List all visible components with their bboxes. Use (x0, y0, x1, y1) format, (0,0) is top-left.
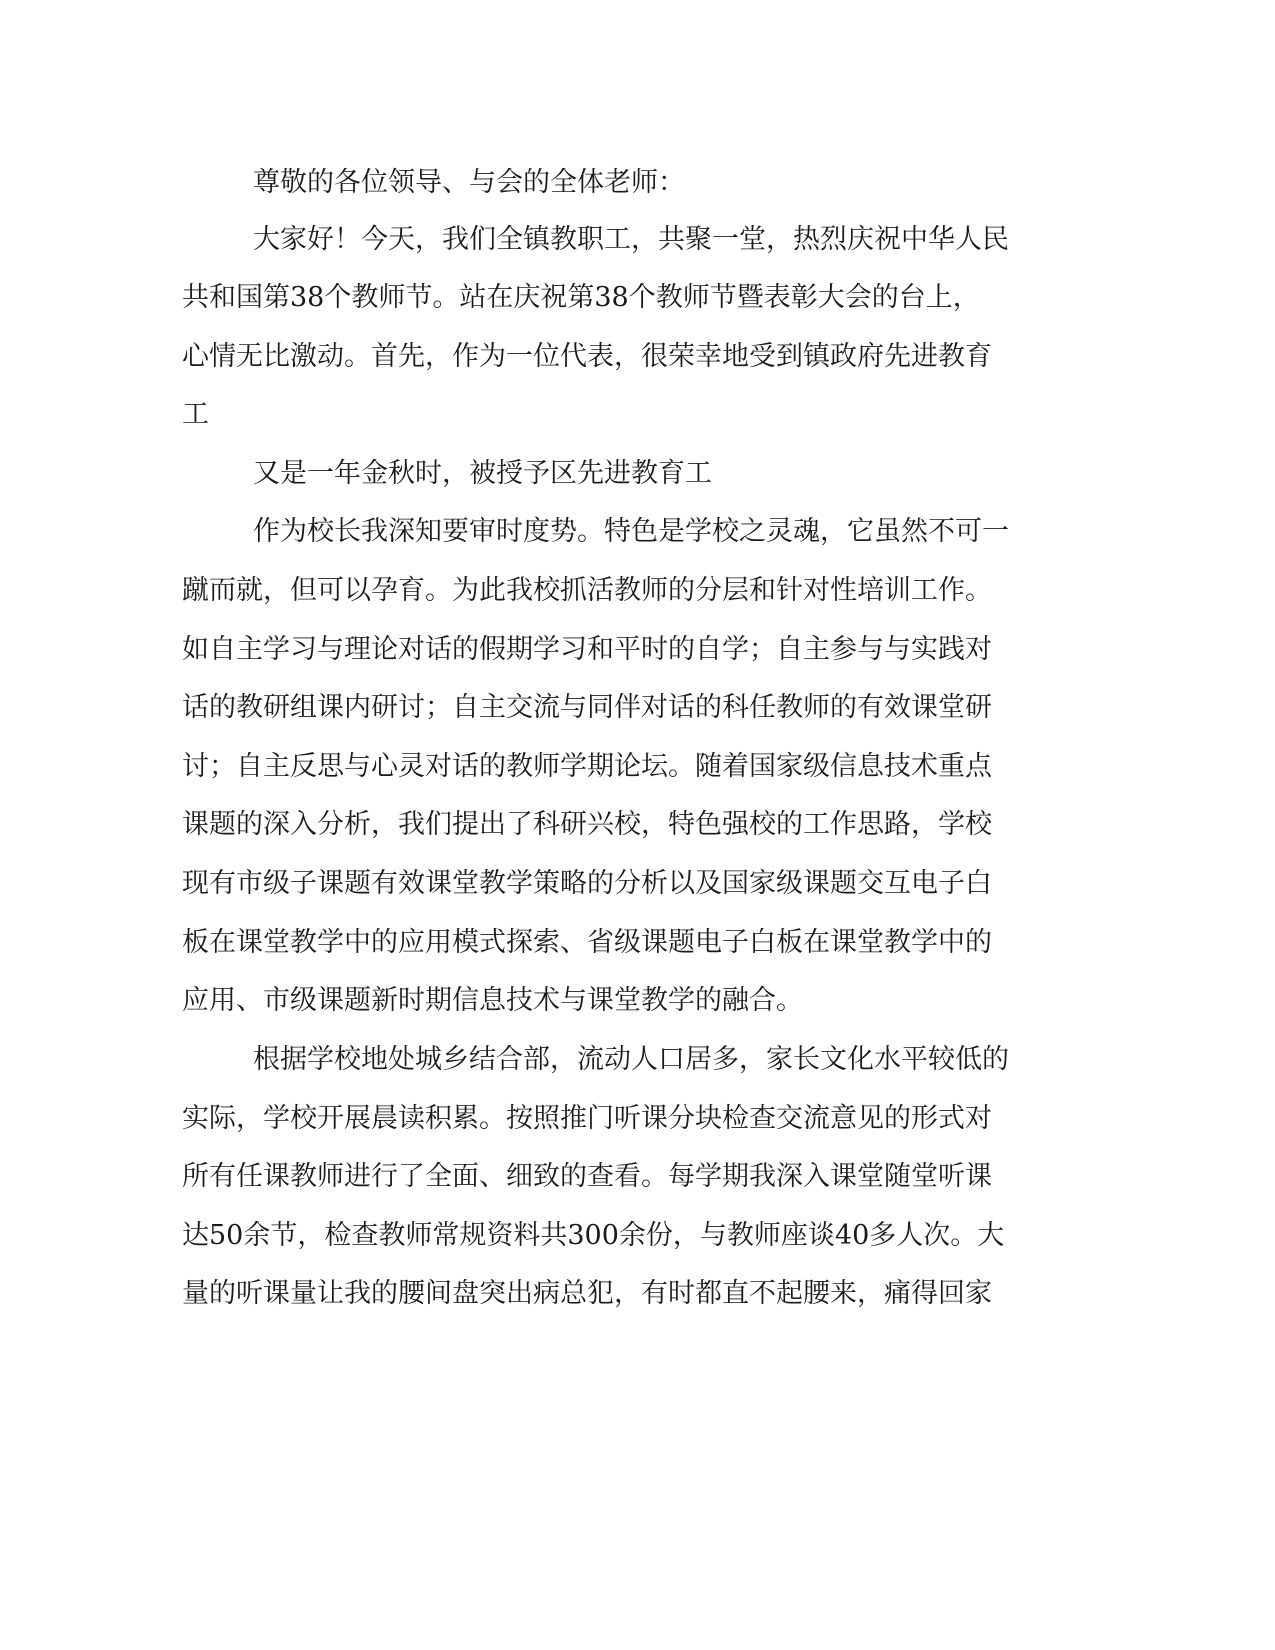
paragraph-3-line-9: 应用、市级课题新时期信息技术与课堂教学的融合。 (182, 985, 803, 1016)
paragraph-3-line-7: 现有市级子课题有效课堂教学策略的分析以及国家级课题交互电子白 (182, 868, 992, 899)
paragraph-3-line-5: 讨；自主反思与心灵对话的教师学期论坛。随着国家级信息技术重点 (182, 751, 992, 782)
paragraph-1-line-1: 大家好！今天，我们全镇教职工，共聚一堂，热烈庆祝中华人民 (253, 224, 1009, 255)
paragraph-3-line-4: 话的教研组课内研讨；自主交流与同伴对话的科任教师的有效课堂研 (182, 692, 992, 723)
paragraph-4-line-1: 根据学校地处城乡结合部，流动人口居多，家长文化水平较低的 (253, 1044, 1009, 1075)
paragraph-1-line-4: 工 (182, 399, 209, 430)
paragraph-2-line-1: 又是一年金秋时，被授予区先进教育工 (253, 458, 712, 489)
paragraph-4-line-5: 量的听课量让我的腰间盘突出病总犯，有时都直不起腰来，痛得回家 (182, 1278, 992, 1309)
paragraph-3-line-1: 作为校长我深知要审时度势。特色是学校之灵魂，它虽然不可一 (253, 516, 1009, 547)
paragraph-3-line-8: 板在课堂教学中的应用模式探索、省级课题电子白板在课堂教学中的 (182, 927, 992, 958)
paragraph-3-line-3: 如自主学习与理论对话的假期学习和平时的自学；自主参与与实践对 (182, 634, 992, 665)
paragraph-4-line-4: 达50余节，检查教师常规资料共300余份，与教师座谈40多人次。大 (182, 1220, 1005, 1251)
paragraph-1-line-2: 共和国第38个教师节。站在庆祝第38个教师节暨表彰大会的台上， (182, 282, 980, 313)
paragraph-3-line-6: 课题的深入分析，我们提出了科研兴校，特色强校的工作思路，学校 (182, 809, 992, 840)
salutation-line: 尊敬的各位领导、与会的全体老师： (253, 167, 685, 198)
paragraph-3-line-2: 蹴而就，但可以孕育。为此我校抓活教师的分层和针对性培训工作。 (182, 575, 992, 606)
paragraph-1-line-3: 心情无比激动。首先，作为一位代表，很荣幸地受到镇政府先进教育 (182, 341, 992, 372)
paragraph-4-line-2: 实际，学校开展晨读积累。按照推门听课分块检查交流意见的形式对 (182, 1103, 992, 1134)
paragraph-4-line-3: 所有任课教师进行了全面、细致的查看。每学期我深入课堂随堂听课 (182, 1161, 992, 1192)
